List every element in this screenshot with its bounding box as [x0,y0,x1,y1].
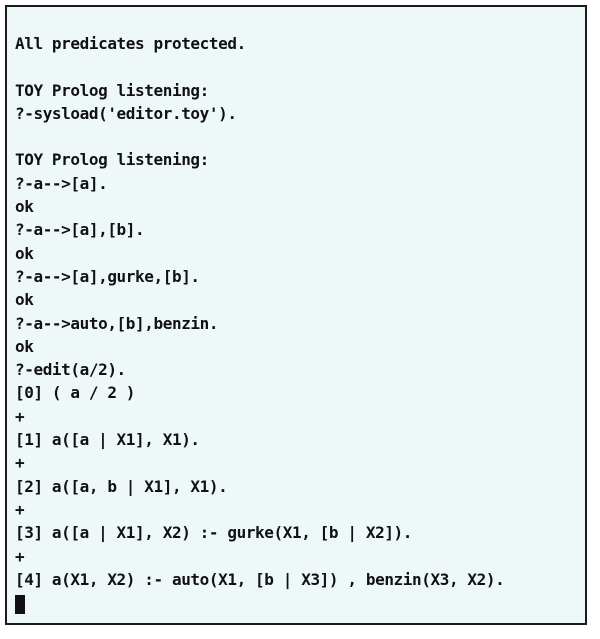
console-line: ok [15,336,34,356]
console-line: ok [15,243,34,263]
console-line: [4] a(X1, X2) :- auto(X1, [b | X3]) , benzin(X3, X2). [15,569,505,589]
console-line: + [15,546,25,566]
console-line: ?-sysload('editor.toy'). [15,103,237,123]
console-line: [2] a([a, b | X1], X1). [15,476,228,496]
console-line: ?-a-->[a],gurke,[b]. [15,266,200,286]
console-line: [3] a([a | X1], X2) :- gurke(X1, [b | X2]). [15,523,413,543]
console-line: ok [15,290,34,310]
text-cursor [15,595,25,614]
console-line: + [15,499,25,519]
console-line: ?-a-->[a]. [15,173,108,193]
console-line: ?-a-->[a],[b]. [15,220,145,240]
console-line: [0] ( a / 2 ) [15,383,136,403]
console-line: + [15,453,25,473]
input-line[interactable] [15,591,585,614]
console-line [15,55,585,78]
console-line: ?-edit(a/2). [15,360,126,380]
console-line: TOY Prolog listening: [15,80,209,100]
console-line: All predicates protected. [15,34,246,53]
console-line: + [15,406,25,426]
console-output [15,32,585,614]
console-line: ?-a-->auto,[b],benzin. [15,313,219,333]
console-line: ok [15,197,34,217]
console-line: [1] a([a | X1], X1). [15,430,200,450]
terminal-window [5,5,587,625]
console-line [15,125,585,148]
console-line: TOY Prolog listening: [15,150,209,170]
